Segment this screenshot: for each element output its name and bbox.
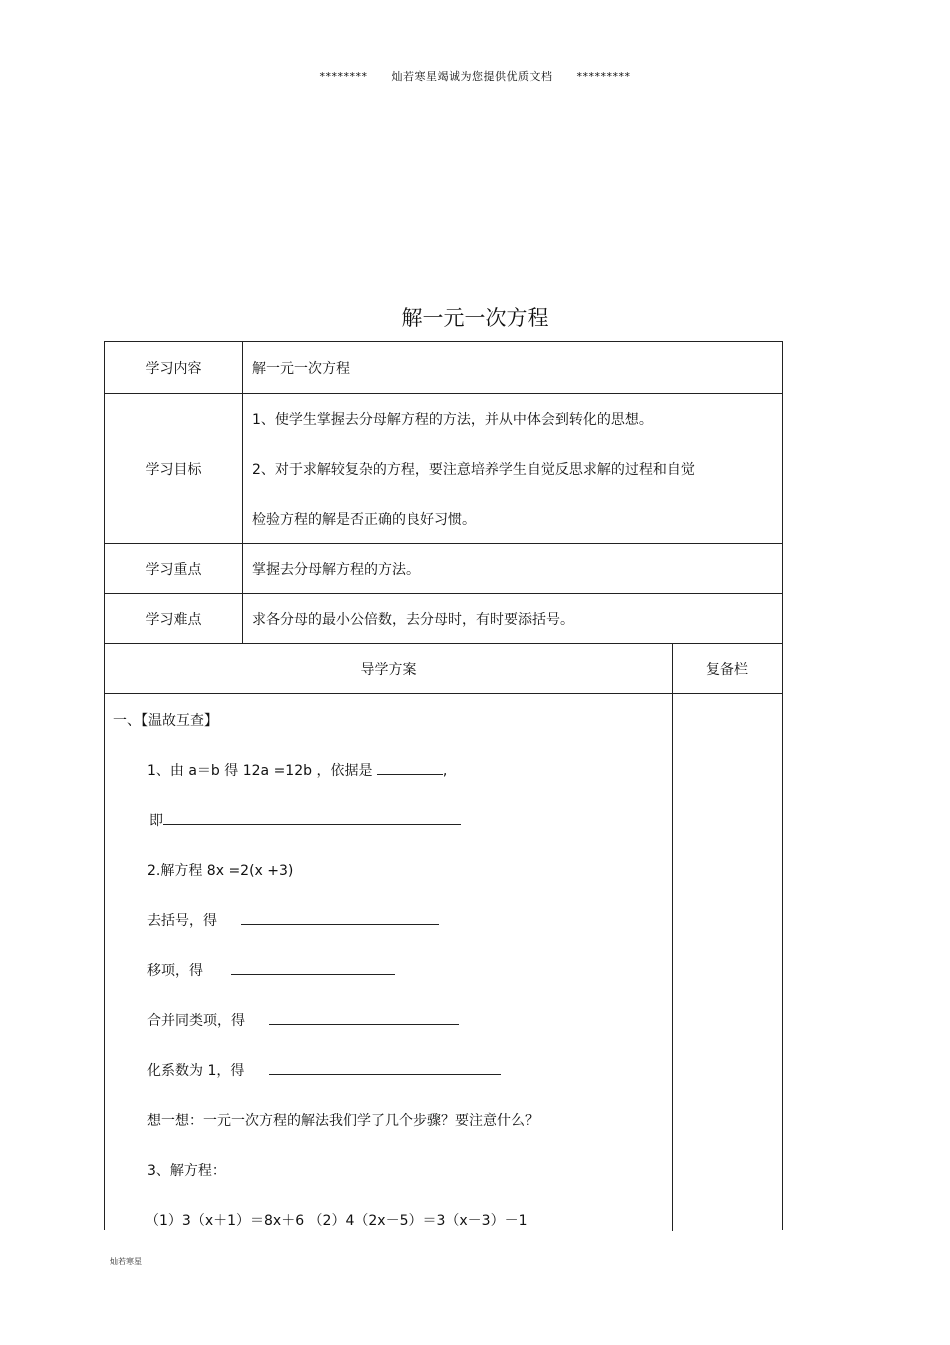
section-review-heading: 一、【温故互查】 [113,713,218,729]
ji-label: 即 [149,813,163,829]
question-3-equations: （1）3（x＋1）＝8x＋6 （2）4（2x－5）＝3（x－3）－1 [145,1213,528,1229]
step-1-label: 去括号，得 [147,913,217,929]
header-right-stars: ********* [576,70,631,83]
row-divider [105,593,782,594]
document-title: 解一元一次方程 [401,306,549,330]
content-label: 学习内容 [145,361,202,377]
difficulties-value: 求各分母的最小公倍数，去分母时，有时要添括号。 [252,612,574,628]
row-divider [105,543,782,544]
answer-blank [377,760,443,775]
page-header [0,68,950,84]
answer-blank [241,910,439,925]
plan-header: 导学方案 [360,662,417,678]
answer-blank [163,810,461,825]
question-1-ji [149,810,461,830]
answer-blank [231,960,395,975]
step-remove-brackets [147,910,439,930]
review-header: 复备栏 [706,662,748,678]
row-divider [105,693,782,694]
row-divider [105,643,782,644]
page-footer: 灿若寒星 [110,1257,142,1266]
label-column-divider [242,342,243,643]
content-value: 解一元一次方程 [252,361,350,377]
think-prompt: 想一想：一元一次方程的解法我们学了几个步骤？要注意什么？ [147,1113,539,1129]
goal-line-3: 检验方程的解是否正确的良好习惯。 [252,512,476,528]
step-3-label: 合并同类项，得 [147,1013,245,1029]
question-2: 2.解方程 8x =2(x +3) [147,863,294,879]
row-divider [105,393,782,394]
step-transpose [147,960,395,980]
key-points-value: 掌握去分母解方程的方法。 [252,562,420,578]
key-points-label: 学习重点 [145,562,202,578]
goal-line-1: 1、使学生掌握去分母解方程的方法，并从中体会到转化的思想。 [252,412,653,428]
question-1-end: , [442,763,448,779]
question-1-text: 1、由 a＝b 得 12a =12b ，依据是 [147,763,373,779]
answer-blank [269,1060,501,1075]
review-column-divider [672,643,673,1231]
goal-line-2: 2、对于求解较复杂的方程，要注意培养学生自觉反思求解的过程和自觉 [252,462,695,478]
difficulties-label: 学习难点 [145,612,202,628]
goals-label: 学习目标 [145,462,202,478]
question-3: 3、解方程： [147,1163,226,1179]
answer-blank [269,1010,459,1025]
step-2-label: 移项，得 [147,963,203,979]
lesson-table [104,341,783,1230]
step-4-label: 化系数为 1，得 [147,1063,245,1079]
header-left-stars: ******** [319,70,368,83]
step-coefficient [147,1060,501,1080]
question-1 [147,760,447,780]
header-text: 灿若寒星竭诚为您提供优质文档 [391,70,553,83]
step-combine-terms [147,1010,459,1030]
